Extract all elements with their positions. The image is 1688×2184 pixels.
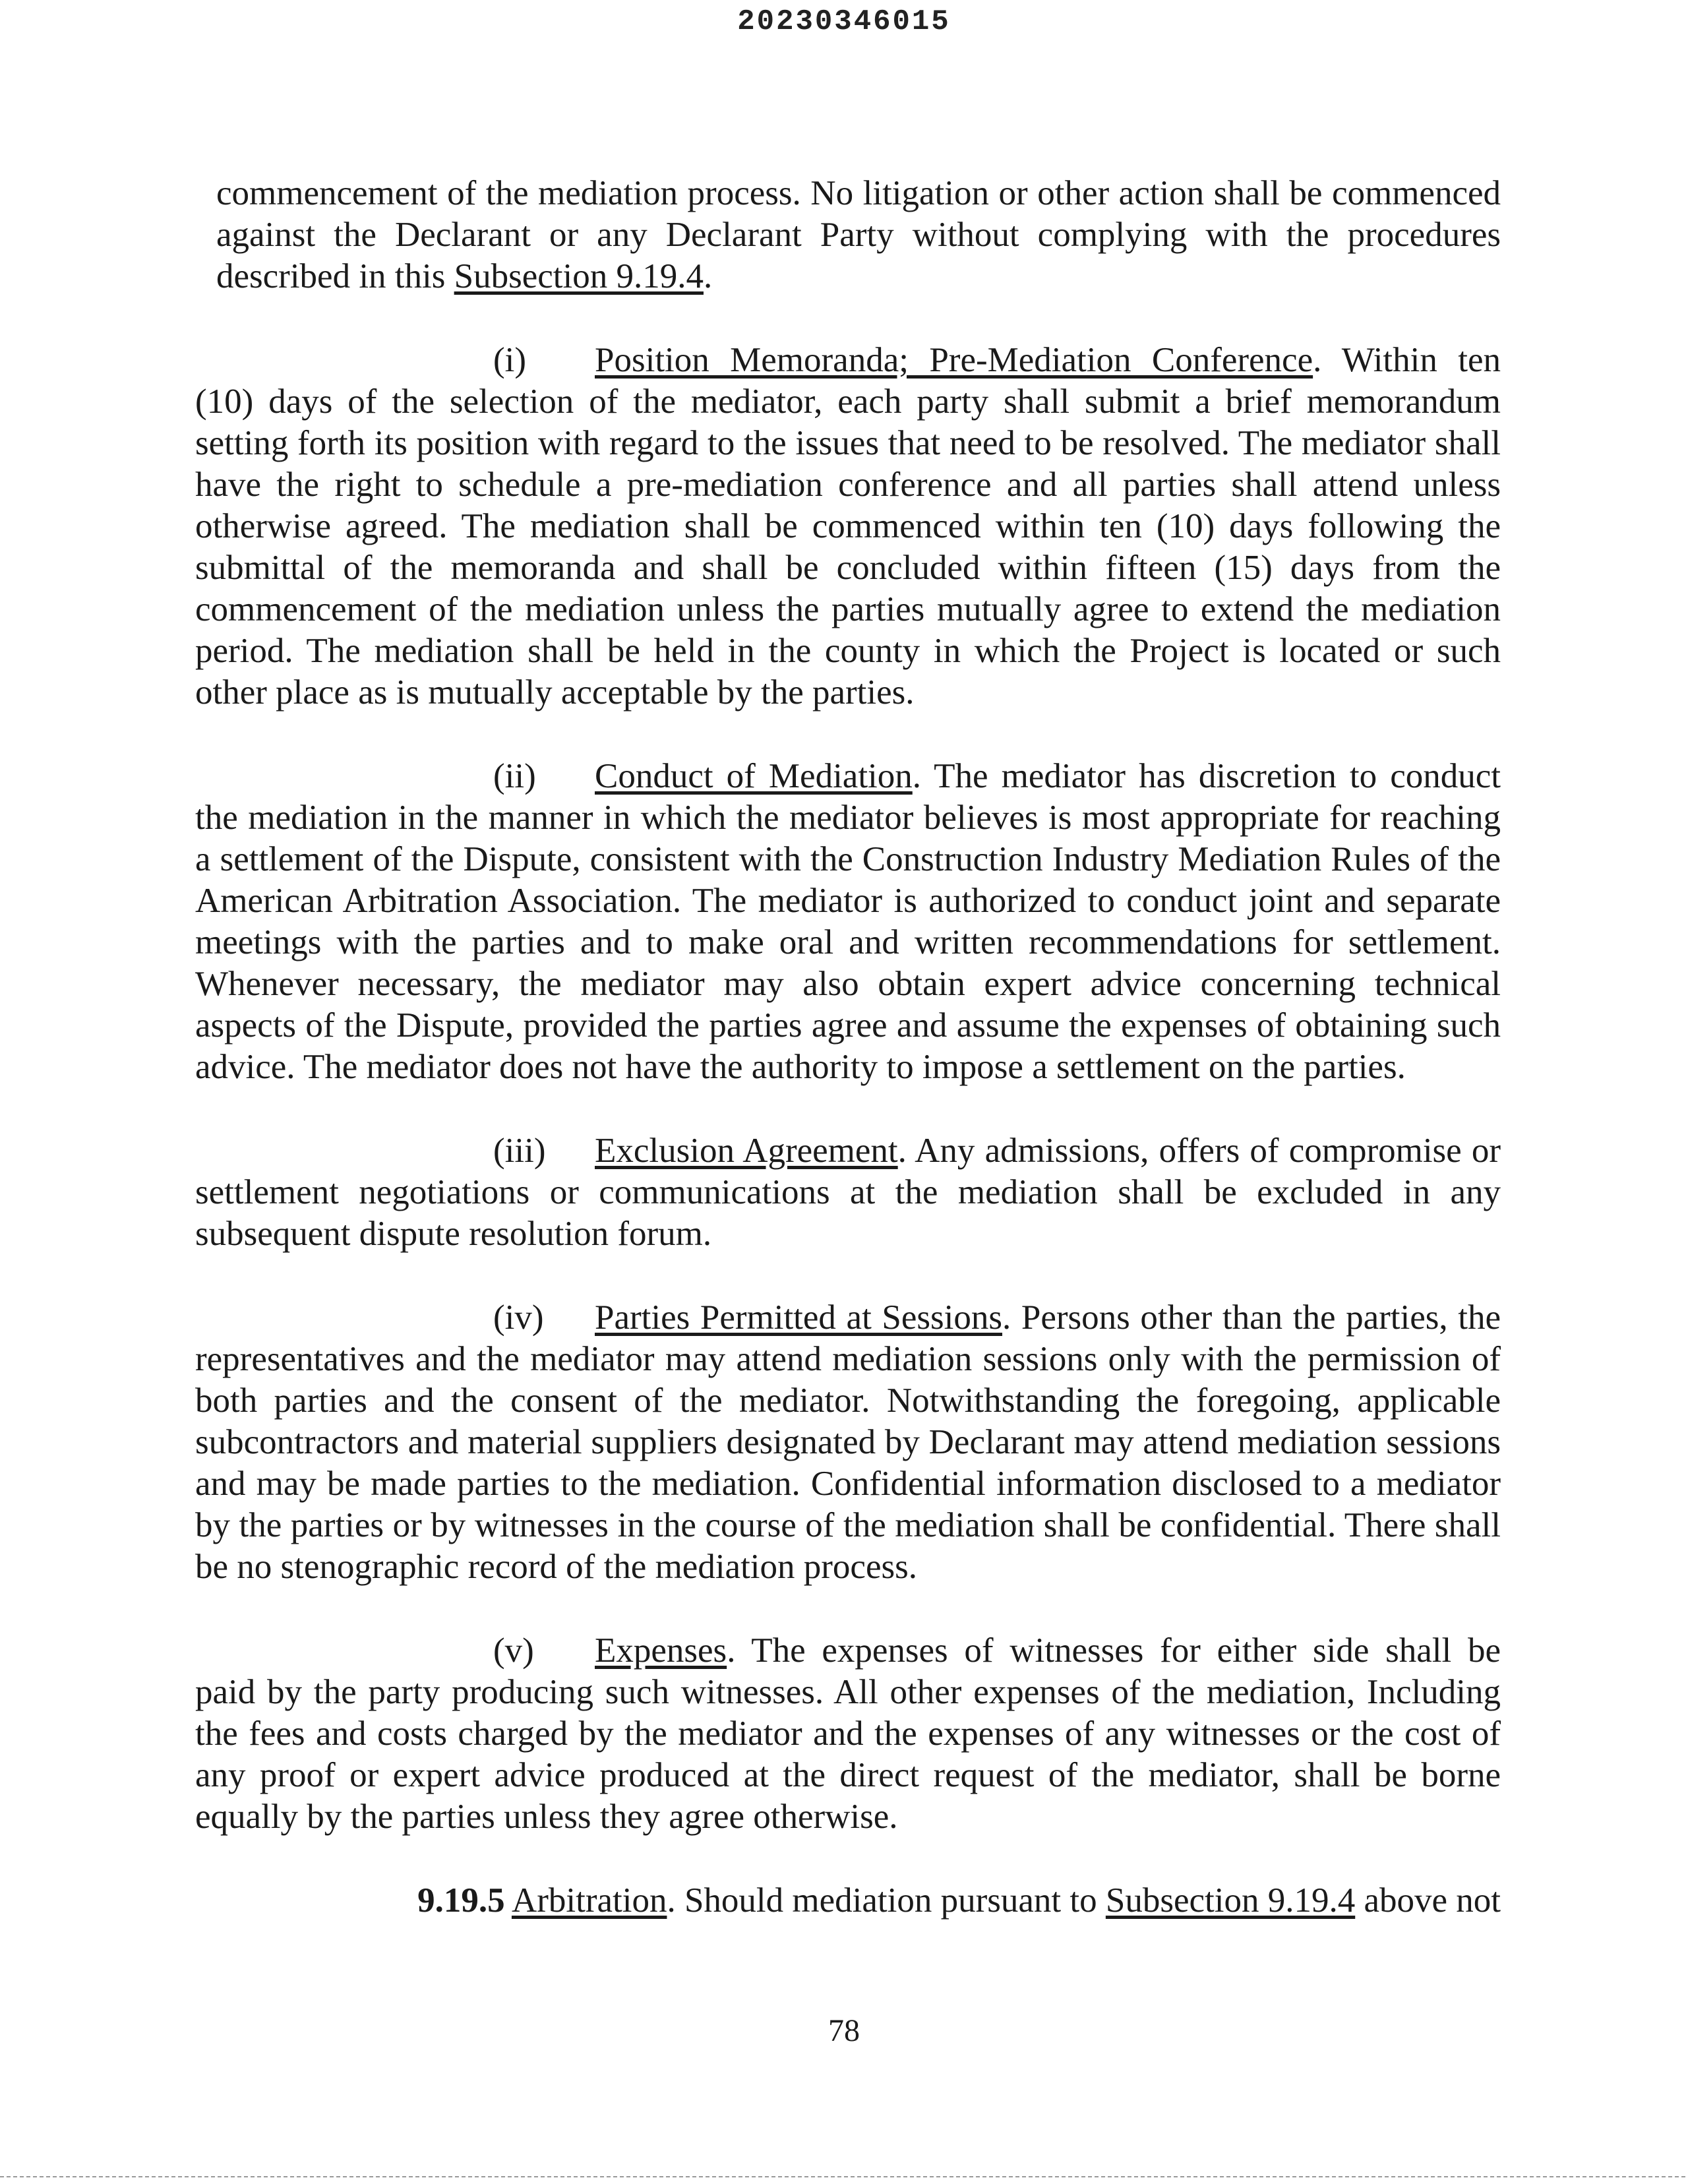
- intro-text: commencement of the mediation process. No litigation or other action shall be commenced against the Declarant or any Declarant Party without complying with the procedures described in this: [216, 174, 1501, 295]
- paragraph-heading: Conduct of Mediation: [595, 757, 913, 795]
- paragraph-label: (ii): [493, 757, 536, 795]
- paragraph-text: . The mediator has discretion to conduct the mediation in the manner in which the mediator believes is most appropriate for reaching a settlement of the Dispute, consistent with the Construction Industry Mediation Rules of the American Arbitration Association. The mediator is authorized to conduct joint and separate meetings with the parties and to make oral and written recommendations for settlement. Whenever necessary, the mediator may also obtain expert advice concerning technical aspects of the Dispute, provided the parties agree and assume the expenses of obtaining such advice. The mediator does not have the authority to impose a settlement on the parties.: [195, 757, 1501, 1086]
- paragraph-text: . Persons other than the parties, the representatives and the mediator may attend mediation sessions only with the permission of both parties and the consent of the mediator. Notwithstanding the foregoing, applicable subcontractors and material suppliers designated by Declarant may attend mediation sessions and may be made parties to the mediation. Confidential information disclosed to a mediator by the parties or by witnesses in the course of the mediation shall be confidential. There shall be no stenographic record of the mediation process.: [195, 1298, 1501, 1586]
- section-9-19-5: [195, 1880, 1501, 1922]
- intro-paragraph: [195, 173, 1501, 297]
- page-number: 78: [828, 2013, 860, 2048]
- paragraph-heading: Expenses: [595, 1631, 727, 1670]
- section-number: 9.19.5: [417, 1881, 505, 1920]
- paragraph-label: (iv): [493, 1298, 544, 1337]
- section-heading: Arbitration: [511, 1881, 667, 1920]
- paragraph-iii: [195, 1130, 1501, 1255]
- section-reference: Subsection 9.19.4: [1105, 1881, 1356, 1920]
- scan-edge-divider: [0, 2176, 1688, 2177]
- document-number: 20230346015: [737, 5, 951, 38]
- paragraph-heading: Parties Permitted at Sessions: [595, 1298, 1003, 1337]
- paragraph-text: . Any admissions, offers of compromise or settlement negotiations or communications at the mediation shall be excluded in any subsequent dispute resolution forum.: [195, 1132, 1501, 1253]
- paragraph-label: (v): [493, 1631, 534, 1670]
- paragraph-ii: [195, 756, 1501, 1088]
- paragraph-iv: [195, 1297, 1501, 1588]
- paragraph-v: [195, 1630, 1501, 1838]
- paragraph-text: . Within ten (10) days of the selection of the mediator, each party shall submit a brief memorandum setting forth its position with regard to the issues that need to be resolved. The mediator shall have the right to schedule a pre-mediation conference and all parties shall attend unless otherwise agreed. The mediation shall be commenced within ten (10) days following the submittal of the memoranda and shall be concluded within fifteen (15) days from the commencement of the mediation unless the parties mutually agree to extend the mediation period. The mediation shall be held in the county in which the Project is located or such other place as is mutually acceptable by the parties.: [195, 341, 1501, 712]
- paragraph-i: [195, 340, 1501, 713]
- section-text: . Should mediation pursuant to: [667, 1881, 1106, 1920]
- paragraph-text: . The expenses of witnesses for either side shall be paid by the party producing such witnesses. All other expenses of the mediation, Including the fees and costs charged by the mediator and the expenses of any witnesses or the cost of any proof or expert advice produced at the direct request of the mediator, shall be borne equally by the parties unless they agree otherwise.: [195, 1631, 1501, 1836]
- paragraph-heading: Exclusion Agreement: [595, 1132, 898, 1170]
- section-text-end: above not: [1355, 1881, 1501, 1920]
- paragraph-label: (iii): [493, 1132, 546, 1170]
- intro-end: .: [703, 257, 713, 295]
- document-body: [195, 173, 1501, 1922]
- paragraph-label: (i): [493, 341, 527, 379]
- paragraph-heading: Position Memoranda; Pre-Mediation Conference: [595, 341, 1313, 379]
- intro-reference: Subsection 9.19.4: [454, 257, 704, 295]
